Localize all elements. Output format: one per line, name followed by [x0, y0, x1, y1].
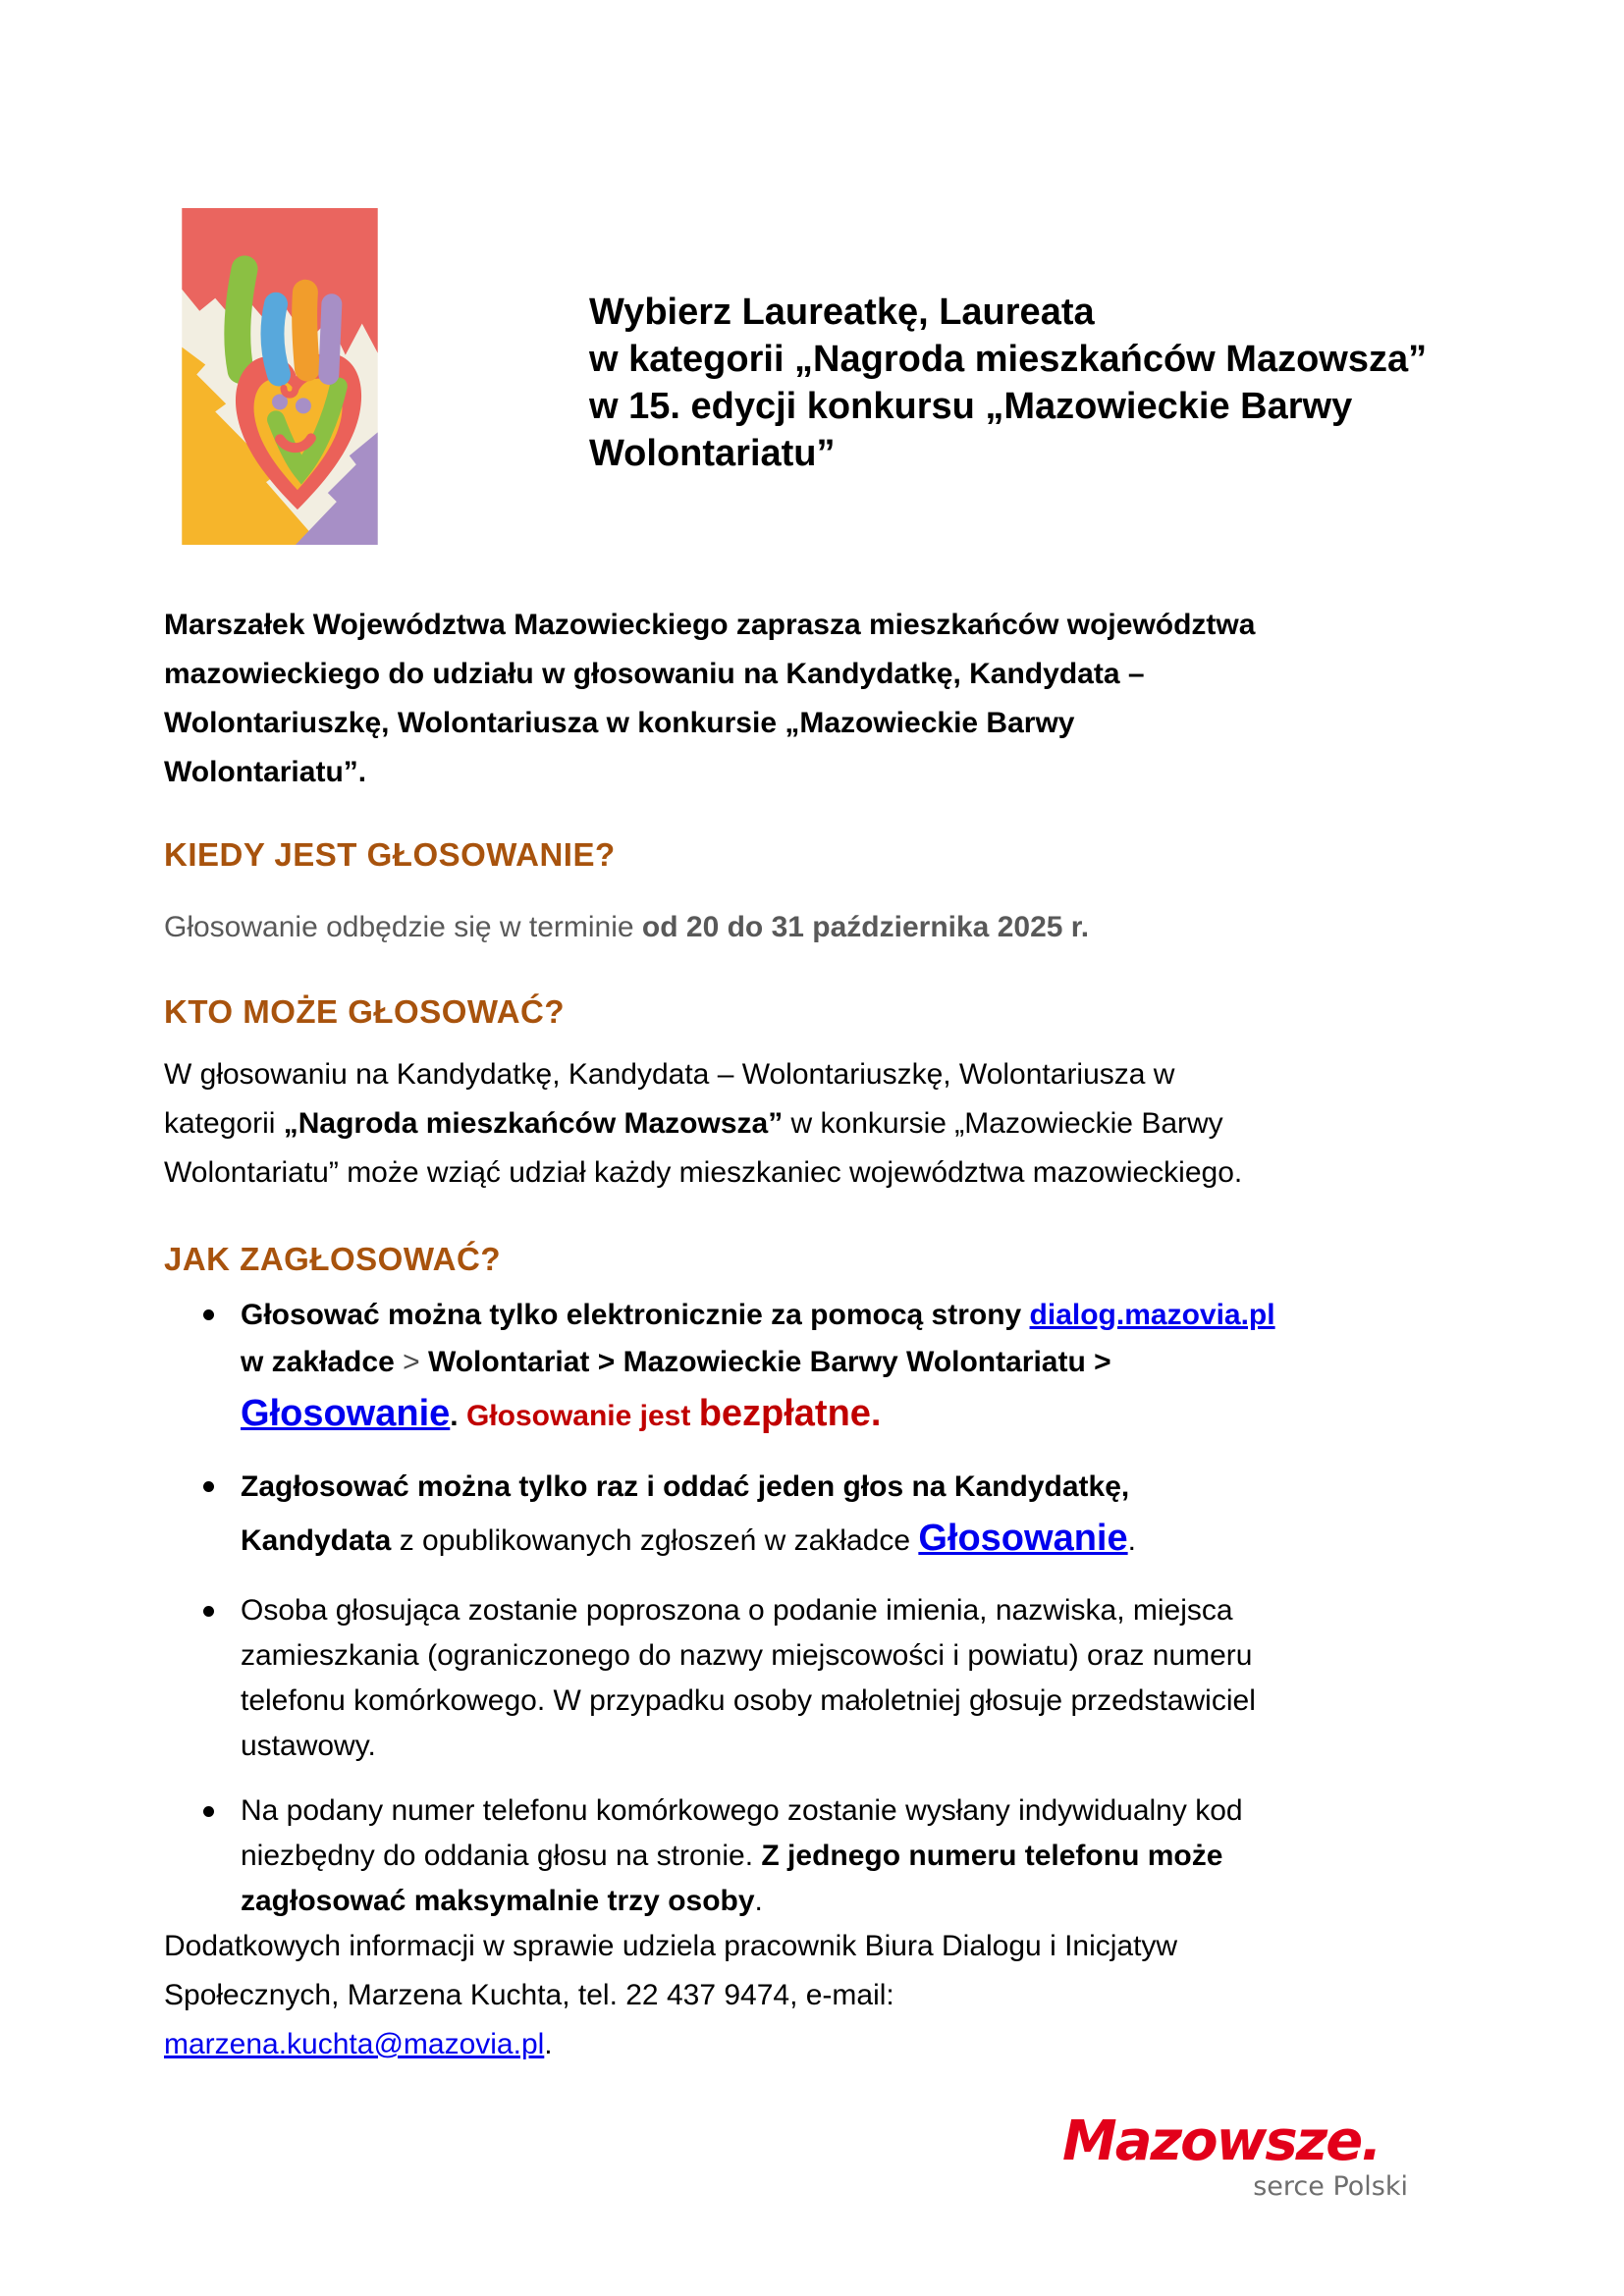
dialog-mazovia-link[interactable]: dialog.mazovia.pl — [1029, 1299, 1275, 1331]
how-to-vote-list — [164, 1292, 1558, 1944]
mazowsze-brand-logo — [1062, 2097, 1416, 2210]
free-voting-text: Głosowanie jest — [465, 1400, 699, 1432]
brand-wordmark: Mazowsze. — [1062, 2109, 1380, 2173]
bullet-text: . — [754, 1885, 763, 1917]
glosowanie-link-2[interactable]: Głosowanie — [918, 1518, 1128, 1559]
contact-paragraph — [164, 1922, 1177, 2069]
bullet-text: . — [1127, 1524, 1136, 1557]
title-line-1: Wybierz Laureatkę, Laureata — [589, 292, 1095, 333]
glosowanie-link-1[interactable]: Głosowanie — [241, 1393, 451, 1434]
bullet-text: Na podany numer telefonu komórkowego zostanie wysłany indywidualny kod — [241, 1794, 1243, 1827]
contact-line: Dodatkowych informacji w sprawie udziela pracownik Biura Dialogu i Inicjatyw — [164, 1930, 1178, 1962]
section-heading-who: KTO MOŻE GŁOSOWAĆ? — [164, 993, 566, 1030]
bullet-text: niezbędny do oddania głosu na stronie. — [241, 1840, 762, 1872]
intro-line: Marszałek Województwa Mazowieckiego zaprasza mieszkańców województwa — [164, 609, 1256, 641]
intro-line: Wolontariatu”. — [164, 756, 367, 788]
title-line-3: w 15. edycji konkursu „Mazowieckie Barwy — [589, 386, 1353, 427]
voting-dates-line — [164, 903, 1089, 952]
bullet-text: telefonu komórkowego. W przypadku osoby małoletniej głosuje przedstawiciel — [241, 1684, 1256, 1717]
bullet-text: zamieszkania (ograniczonego do nazwy miejscowości i powiatu) oraz numeru — [241, 1639, 1253, 1672]
chevron-separator: > — [403, 1346, 428, 1378]
bullet-text: ustawowy. — [241, 1730, 376, 1762]
page-title — [589, 289, 1427, 477]
voting-dates-text: Głosowanie odbędzie się w terminie — [164, 911, 642, 943]
who-line: Wolontariatu” może wziąć udział każdy mieszkaniec województwa mazowieckiego. — [164, 1156, 1243, 1189]
who-paragraph — [164, 1050, 1242, 1198]
who-line: W głosowaniu na Kandydatkę, Kandydata – Wolontariuszkę, Wolontariusza w — [164, 1058, 1175, 1091]
voting-dates-value: od 20 do 31 października 2025 r. — [641, 911, 1090, 943]
intro-line: mazowieckiego do udziału w głosowaniu na Kandydatkę, Kandydata – — [164, 658, 1145, 690]
title-line-2: w kategorii „Nagroda mieszkańców Mazowsza” — [589, 339, 1428, 380]
bullet-text: Osoba głosująca zostanie poproszona o podanie imienia, nazwiska, miejsca — [241, 1594, 1233, 1627]
list-item-personal-data — [164, 1588, 1558, 1769]
bullet-text: w zakładce — [241, 1346, 404, 1378]
bullet-text: Zagłosować można tylko raz i oddać jeden głos na Kandydatkę, — [241, 1470, 1130, 1503]
list-item-one-vote — [164, 1464, 1558, 1569]
who-line: kategorii — [164, 1107, 284, 1140]
contact-email-link[interactable]: marzena.kuchta@mazovia.pl — [164, 2028, 545, 2060]
who-category-bold: „Nagroda mieszkańców Mazowsza” — [283, 1107, 784, 1140]
bullet-text: Kandydata — [241, 1524, 400, 1557]
section-heading-when: KIEDY JEST GŁOSOWANIE? — [164, 836, 616, 873]
bullet-text-bold: Z jednego numeru telefonu może — [761, 1840, 1223, 1872]
volunteer-hand-heart-logo — [182, 208, 378, 545]
volunteer-hand-heart-logo-icon — [182, 208, 378, 545]
bullet-text: Wolontariat > Mazowieckie Barwy Wolontariatu > — [427, 1346, 1111, 1378]
who-line: w konkursie „Mazowieckie Barwy — [783, 1107, 1223, 1140]
free-voting-emphasis: bezpłatne. — [698, 1393, 882, 1434]
bullet-text: z opublikowanych zgłoszeń w zakładce — [399, 1524, 919, 1557]
bullet-text-bold: zagłosować maksymalnie trzy osoby — [241, 1885, 755, 1917]
contact-line: Społecznych, Marzena Kuchta, tel. 22 437 9474, e-mail: — [164, 1979, 894, 2011]
intro-paragraph — [164, 601, 1255, 797]
list-item-electronic-voting — [164, 1292, 1558, 1444]
list-item-sms-code — [164, 1789, 1558, 1924]
title-line-4: Wolontariatu” — [589, 433, 836, 474]
brand-tagline: serce Polski — [1253, 2171, 1408, 2202]
bullet-text: . — [450, 1400, 466, 1432]
mazowsze-logo-icon — [1062, 2097, 1416, 2205]
section-heading-how: JAK ZAGŁOSOWAĆ? — [164, 1241, 501, 1277]
contact-line: . — [544, 2028, 553, 2060]
bullet-text: Głosować można tylko elektronicznie za pomocą strony — [241, 1299, 1030, 1331]
intro-line: Wolontariuszkę, Wolontariusza w konkursie „Mazowieckie Barwy — [164, 707, 1075, 739]
